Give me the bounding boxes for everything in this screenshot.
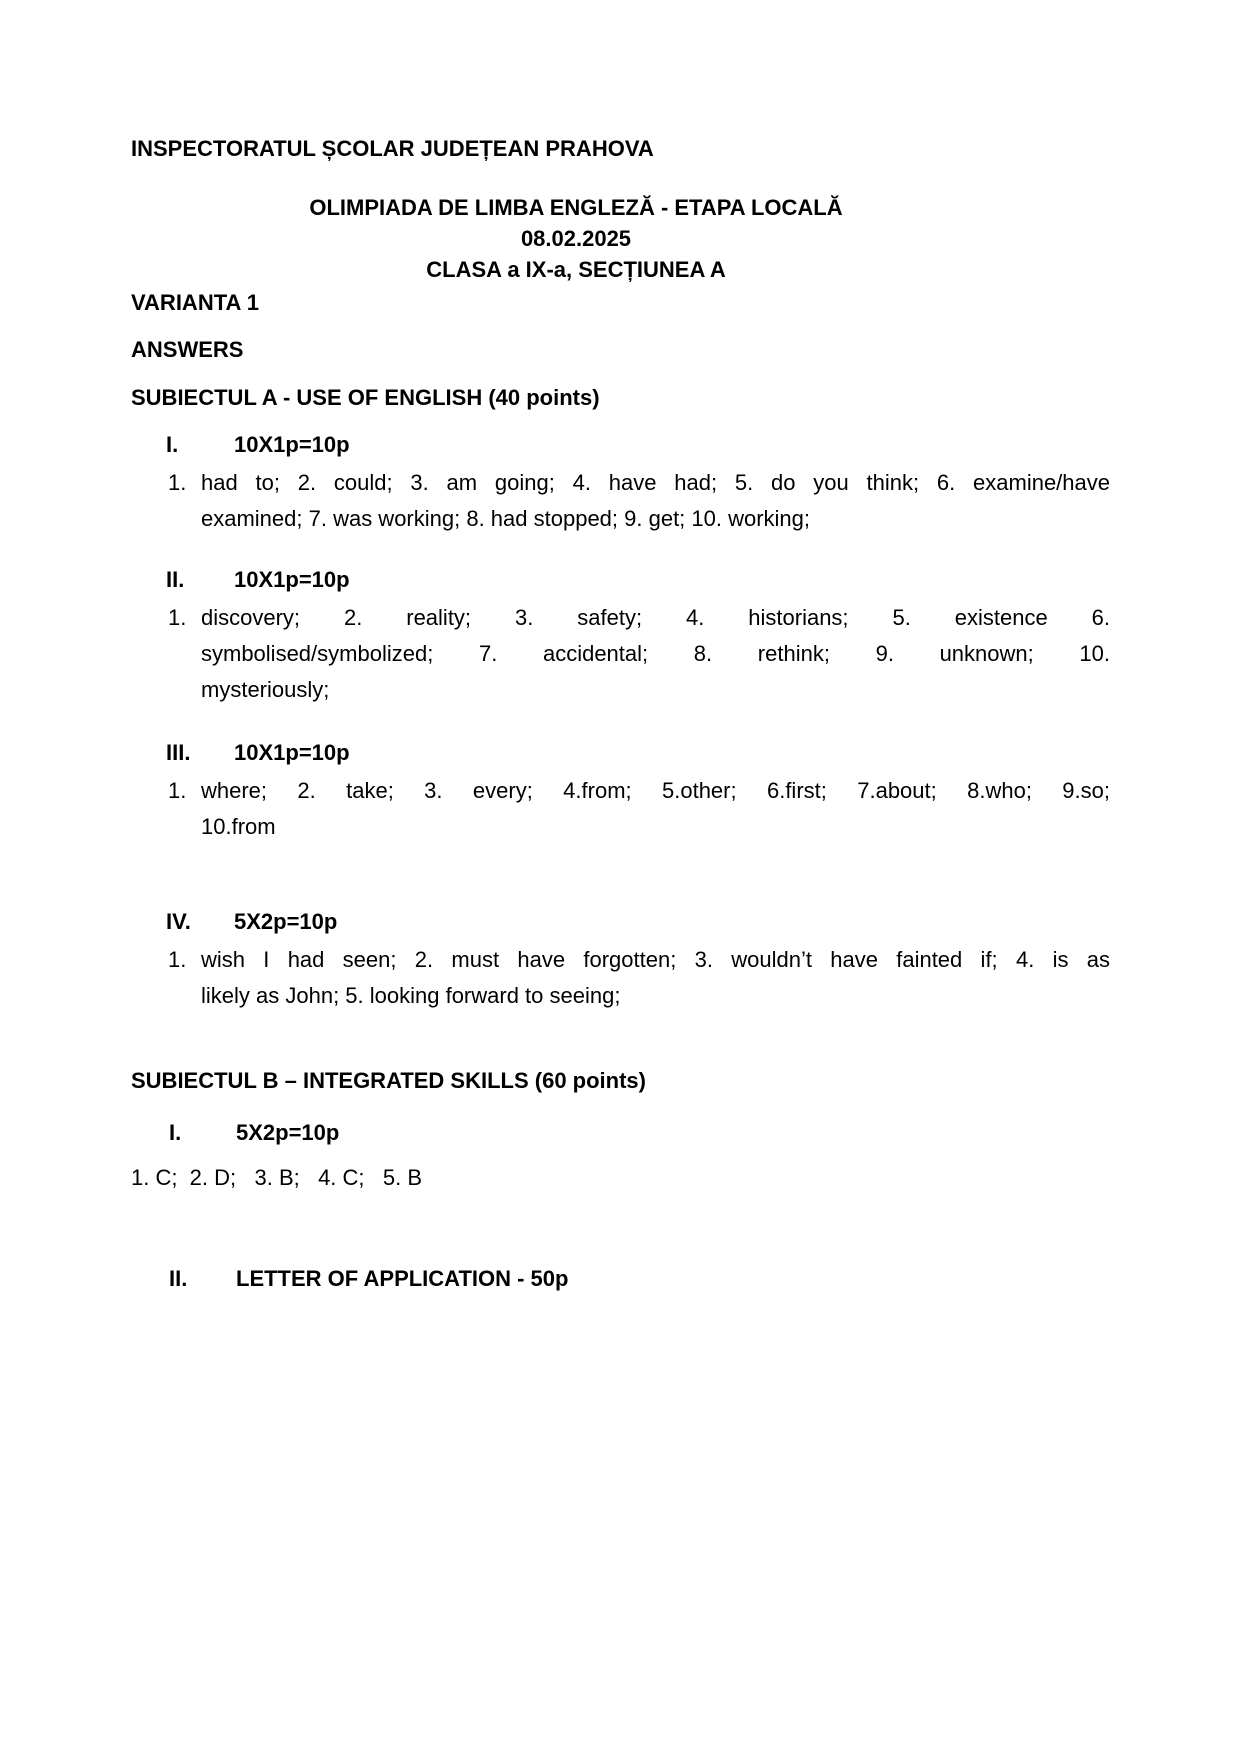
section-a-sub-2-answers: [131, 600, 1110, 708]
answer-lines: [201, 465, 1110, 537]
olympiad-date: 08.02.2025: [520, 226, 632, 251]
section-a-heading: SUBIECTUL A - USE OF ENGLISH (40 points): [131, 385, 600, 410]
subsection-scoring: LETTER OF APPLICATION - 50p: [236, 1266, 569, 1291]
variant-label: VARIANTA 1: [131, 290, 259, 315]
multiple-choice-answers: 1. C; 2. D; 3. B; 4. C; 5. B: [131, 1165, 422, 1190]
section-a-sub-3-heading: [131, 738, 1110, 768]
answer-line: where; 2. take; 3. every; 4.from; 5.other; 6.first; 7.about; 8.who; 9.so;: [201, 778, 1110, 803]
subsection-scoring: 10X1p=10p: [234, 432, 350, 457]
answer-line: examined; 7. was working; 8. had stopped; 9. get; 10. working;: [201, 506, 811, 531]
answer-line: likely as John; 5. looking forward to seeing;: [201, 983, 621, 1008]
subsection-scoring: 5X2p=10p: [234, 909, 338, 934]
answers-heading: ANSWERS: [131, 337, 244, 362]
answer-line: mysteriously;: [201, 677, 330, 702]
subsection-numeral: III.: [166, 740, 191, 765]
subsection-scoring: 10X1p=10p: [234, 740, 350, 765]
item-number: 1.: [168, 947, 187, 972]
subsection-numeral: II.: [169, 1266, 188, 1291]
answer-line: discovery; 2. reality; 3. safety; 4. historians; 5. existence 6.: [201, 605, 1110, 630]
section-a-sub-1-heading: [131, 430, 1110, 460]
section-b-sub-2-heading: [131, 1264, 1110, 1294]
answer-lines: [201, 600, 1110, 708]
subsection-numeral: I.: [166, 432, 179, 457]
item-number: 1.: [168, 778, 187, 803]
section-a-sub-1-answers: [131, 465, 1110, 537]
section-a-sub-4-answers: [131, 942, 1110, 1014]
section-b-heading: SUBIECTUL B – INTEGRATED SKILLS (60 points): [131, 1068, 646, 1093]
title-block: [131, 192, 1021, 285]
subsection-scoring: 10X1p=10p: [234, 567, 350, 592]
section-a-sub-2-heading: [131, 565, 1110, 595]
olympiad-title: OLIMPIADA DE LIMBA ENGLEZĂ - ETAPA LOCALĂ: [309, 195, 843, 220]
subsection-numeral: I.: [169, 1120, 182, 1145]
answer-line: symbolised/symbolized; 7. accidental; 8. rethink; 9. unknown; 10.: [201, 641, 1110, 666]
item-number: 1.: [168, 605, 187, 630]
section-a-sub-4-heading: [131, 907, 1110, 937]
answer-lines: [201, 942, 1110, 1014]
item-number: 1.: [168, 470, 187, 495]
section-b-sub-1-heading: [131, 1118, 1110, 1148]
class-section-line: CLASA a IX-a, SECȚIUNEA A: [426, 257, 726, 282]
subsection-numeral: II.: [166, 567, 185, 592]
institution-header: INSPECTORATUL ȘCOLAR JUDEȚEAN PRAHOVA: [131, 136, 654, 161]
answer-line: wish I had seen; 2. must have forgotten; 3. wouldn’t have fainted if; 4. is as: [201, 947, 1110, 972]
section-a-sub-3-answers: [131, 773, 1110, 845]
answer-line: had to; 2. could; 3. am going; 4. have had; 5. do you think; 6. examine/have: [201, 470, 1110, 495]
answer-line: 10.from: [201, 814, 276, 839]
subsection-numeral: IV.: [166, 909, 191, 934]
subsection-scoring: 5X2p=10p: [236, 1120, 340, 1145]
answer-lines: [201, 773, 1110, 845]
